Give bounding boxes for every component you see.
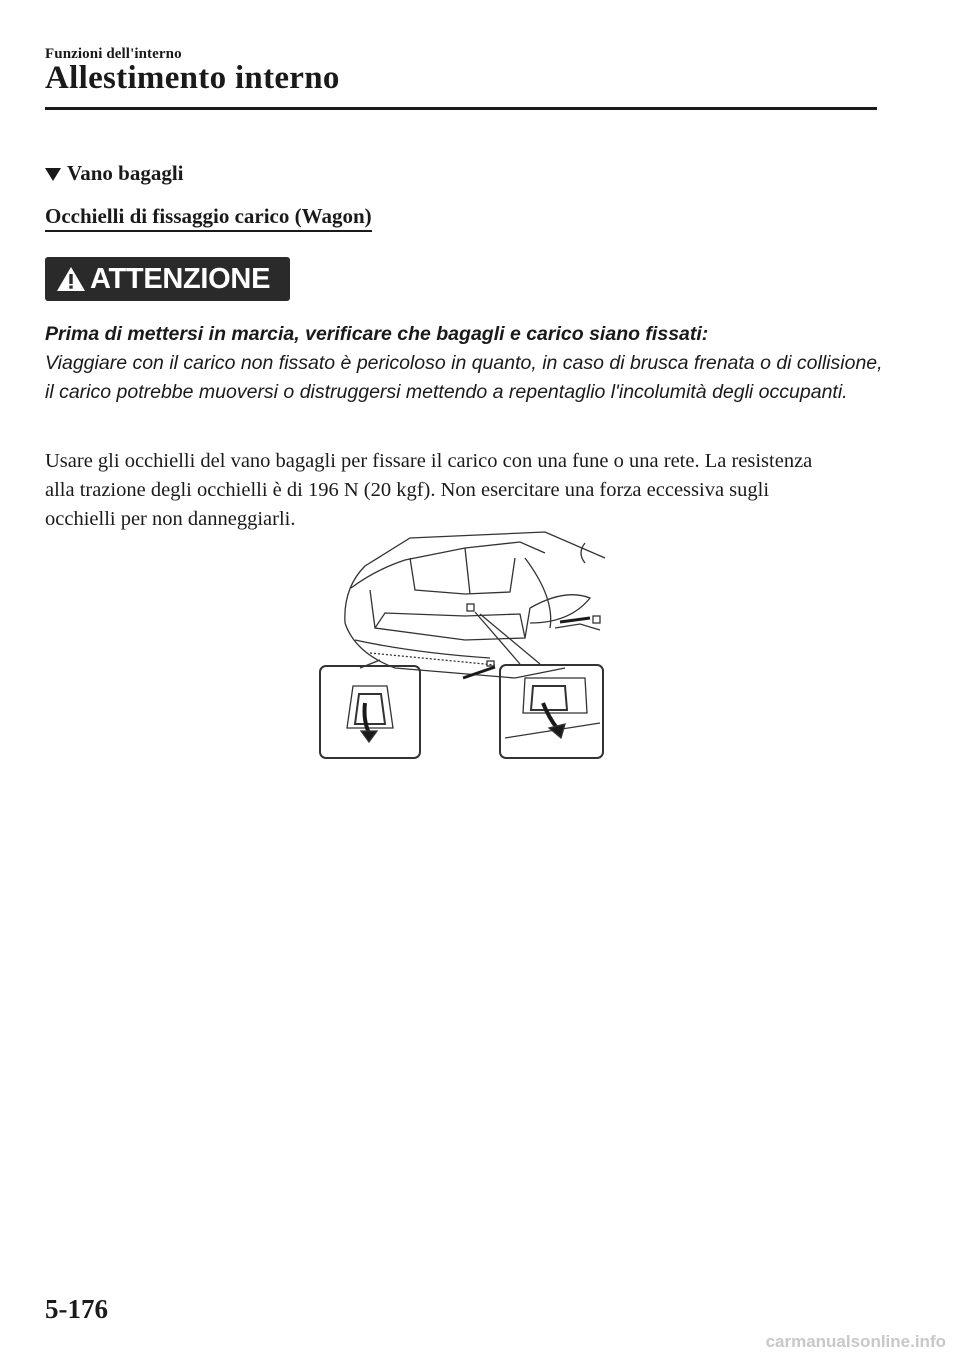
page-number: 5-176 [45,1294,108,1324]
body-paragraph: Usare gli occhielli del vano bagagli per fissare il carico con una fune o una rete. La resistenza alla trazione degli occhielli è di 196 N (20 kgf). Non esercitare una forza eccessiva sugli occhielli per non danneggiarli. [45,450,813,530]
watermark: carmanualsonline.info [765,1332,946,1351]
warning-text-block [45,320,885,407]
title-divider [45,107,877,110]
warning-text: Viaggiare con il carico non fissato è pericoloso in quanto, in caso di brusca frenata o di collisione, il carico potrebbe muoversi o distruggersi mettendo a repentaglio l'incolumità degli occupanti. [45,352,883,403]
chapter-title: Allestimento interno [45,60,340,96]
exclamation-triangle-icon [56,265,86,293]
triangle-down-icon [45,168,61,181]
luggage-compartment-illustration [315,528,610,763]
warning-label: ATTENZIONE [90,262,271,295]
topic-heading: Occhielli di fissaggio carico (Wagon) [45,204,372,232]
section-label: Funzioni dell'interno [45,46,182,62]
warning-heading: Prima di mettersi in marcia, verificare che bagagli e carico siano fissati: [45,323,709,345]
warning-badge [45,257,290,301]
subsection-heading [45,161,184,186]
subsection-title: Vano bagagli [67,161,184,185]
